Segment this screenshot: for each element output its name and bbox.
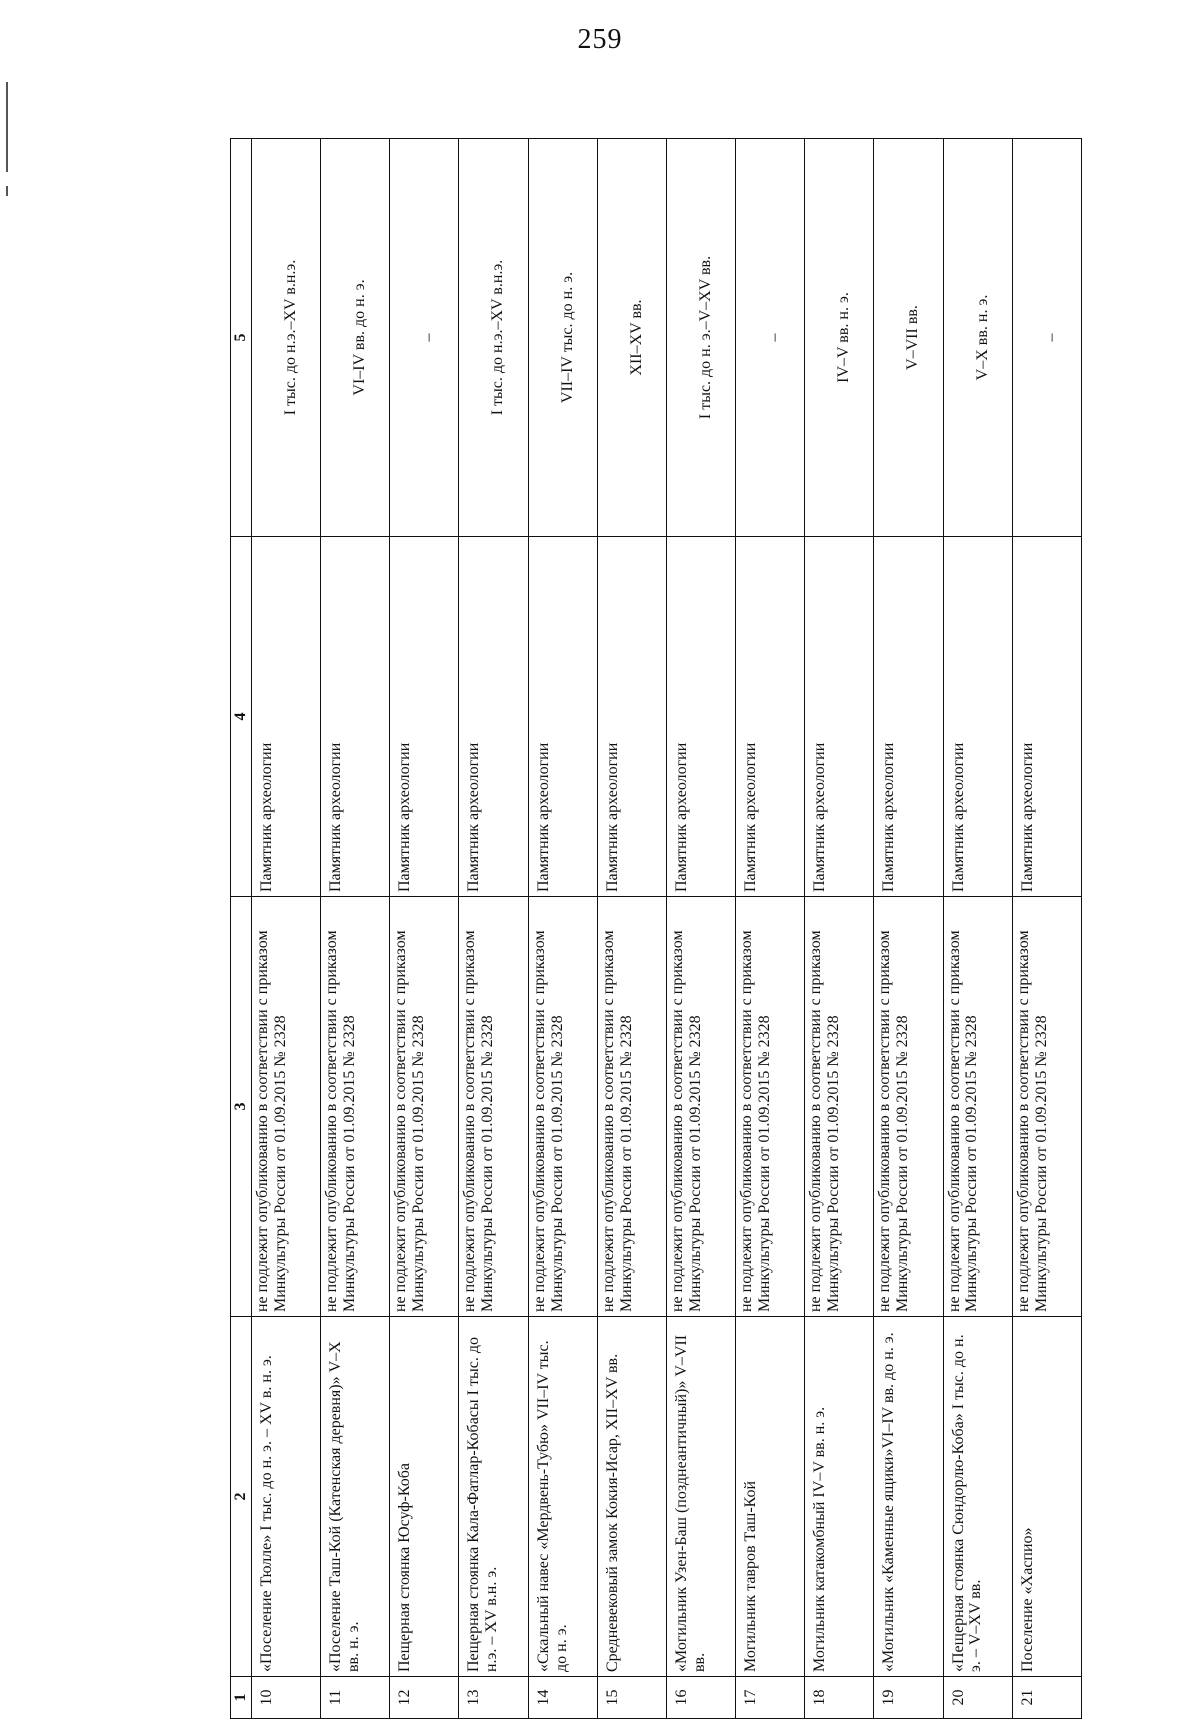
category: Памятник археологии	[805, 537, 874, 897]
dating: –	[736, 139, 805, 537]
row-number: 12	[390, 1677, 459, 1719]
monument-name: «Пещерная стоянка Сюндорлю-Коба» I тыс. до н. э. – V–XV вв.	[943, 1317, 1012, 1677]
monument-name: «Поселение Тюлле» I тыс. до н. э. – XV в. н. э.	[252, 1317, 321, 1677]
category: Памятник археологии	[252, 537, 321, 897]
publication-note: не подлежит опубликованию в соответствии с приказом Минкультуры России от 01.09.2015 № 2328	[874, 897, 943, 1317]
table-row	[459, 139, 528, 1719]
publication-note: не подлежит опубликованию в соответствии с приказом Минкультуры России от 01.09.2015 № 2328	[390, 897, 459, 1317]
monument-name: Поселение «Хаспио»	[1012, 1317, 1081, 1677]
table-row	[805, 139, 874, 1719]
monuments-table	[230, 138, 1082, 1719]
publication-note: не подлежит опубликованию в соответствии с приказом Минкультуры России от 01.09.2015 № 2328	[805, 897, 874, 1317]
monument-name: Могильник катакомбный IV–V вв. н. э.	[805, 1317, 874, 1677]
row-number: 18	[805, 1677, 874, 1719]
category: Памятник археологии	[736, 537, 805, 897]
dating: V–X вв. н. э.	[943, 139, 1012, 537]
monuments-table-rotated	[230, 139, 1082, 1719]
table-row	[252, 139, 321, 1719]
row-number: 20	[943, 1677, 1012, 1719]
monument-name: «Могильник Узен-Баш (позднеантичный)» V–VII вв.	[666, 1317, 735, 1677]
dating: I тыс. до н. э.–V–XV вв.	[666, 139, 735, 537]
dating: VI–IV вв. до н. э.	[321, 139, 390, 537]
table-row	[321, 139, 390, 1719]
row-number: 14	[528, 1677, 597, 1719]
header-cell: 3	[231, 897, 252, 1317]
dating: I тыс. до н.э.–XV в.н.э.	[459, 139, 528, 537]
monument-name: «Поселение Таш-Кой (Катенская деревня)» V–X вв. н. э.	[321, 1317, 390, 1677]
publication-note: не подлежит опубликованию в соответствии с приказом Минкультуры России от 01.09.2015 № 2328	[528, 897, 597, 1317]
row-number: 16	[666, 1677, 735, 1719]
publication-note: не подлежит опубликованию в соответствии с приказом Минкультуры России от 01.09.2015 № 2328	[321, 897, 390, 1317]
category: Памятник археологии	[321, 537, 390, 897]
row-number: 21	[1012, 1677, 1081, 1719]
header-row	[231, 139, 252, 1719]
table-row	[597, 139, 666, 1719]
category: Памятник археологии	[943, 537, 1012, 897]
category: Памятник археологии	[390, 537, 459, 897]
header-cell: 4	[231, 537, 252, 897]
category: Памятник археологии	[459, 537, 528, 897]
dating: –	[390, 139, 459, 537]
dating: –	[1012, 139, 1081, 537]
category: Памятник археологии	[597, 537, 666, 897]
dating: XII–XV вв.	[597, 139, 666, 537]
category: Памятник археологии	[1012, 537, 1081, 897]
monument-name: Могильник тавров Таш-Кой	[736, 1317, 805, 1677]
dating: I тыс. до н.э.–XV в.н.э.	[252, 139, 321, 537]
publication-note: не подлежит опубликованию в соответствии с приказом Минкультуры России от 01.09.2015 № 2328	[736, 897, 805, 1317]
publication-note: не подлежит опубликованию в соответствии с приказом Минкультуры России от 01.09.2015 № 2328	[1012, 897, 1081, 1317]
category: Памятник археологии	[666, 537, 735, 897]
row-number: 19	[874, 1677, 943, 1719]
publication-note: не подлежит опубликованию в соответствии с приказом Минкультуры России от 01.09.2015 № 2328	[943, 897, 1012, 1317]
page-number: 259	[577, 24, 623, 55]
row-number: 13	[459, 1677, 528, 1719]
scan-margin-mark	[6, 82, 8, 172]
publication-note: не подлежит опубликованию в соответствии с приказом Минкультуры России от 01.09.2015 № 2328	[666, 897, 735, 1317]
monument-name: Средневековый замок Кокия-Исар, XII–XV вв.	[597, 1317, 666, 1677]
table-row	[390, 139, 459, 1719]
row-number: 11	[321, 1677, 390, 1719]
header-cell: 1	[231, 1677, 252, 1719]
category: Памятник археологии	[874, 537, 943, 897]
monument-name: Пещерная стоянка Кала-Фатлар-Кобасы I тыс. до н.э. – XV в.н. э.	[459, 1317, 528, 1677]
publication-note: не подлежит опубликованию в соответствии с приказом Минкультуры России от 01.09.2015 № 2328	[459, 897, 528, 1317]
scan-margin-mark	[6, 186, 8, 196]
publication-note: не подлежит опубликованию в соответствии с приказом Минкультуры России от 01.09.2015 № 2328	[597, 897, 666, 1317]
header-cell: 2	[231, 1317, 252, 1677]
monument-name: «Могильник «Каменные ящики»VI–IV вв. до н. э.	[874, 1317, 943, 1677]
table-row	[943, 139, 1012, 1719]
header-cell: 5	[231, 139, 252, 537]
table-row	[1012, 139, 1081, 1719]
row-number: 10	[252, 1677, 321, 1719]
row-number: 15	[597, 1677, 666, 1719]
category: Памятник археологии	[528, 537, 597, 897]
table-row	[528, 139, 597, 1719]
monument-name: «Скальный навес «Мердвень-Тубю» VII–IV тыс. до н. э.	[528, 1317, 597, 1677]
dating: V–VII вв.	[874, 139, 943, 537]
table-row	[874, 139, 943, 1719]
monument-name: Пещерная стоянка Юсуф-Коба	[390, 1317, 459, 1677]
dating: VII–IV тыс. до н. э.	[528, 139, 597, 537]
row-number: 17	[736, 1677, 805, 1719]
dating: IV–V вв. н. э.	[805, 139, 874, 537]
table-row	[666, 139, 735, 1719]
table-row	[736, 139, 805, 1719]
publication-note: не подлежит опубликованию в соответствии с приказом Минкультуры России от 01.09.2015 № 2328	[252, 897, 321, 1317]
